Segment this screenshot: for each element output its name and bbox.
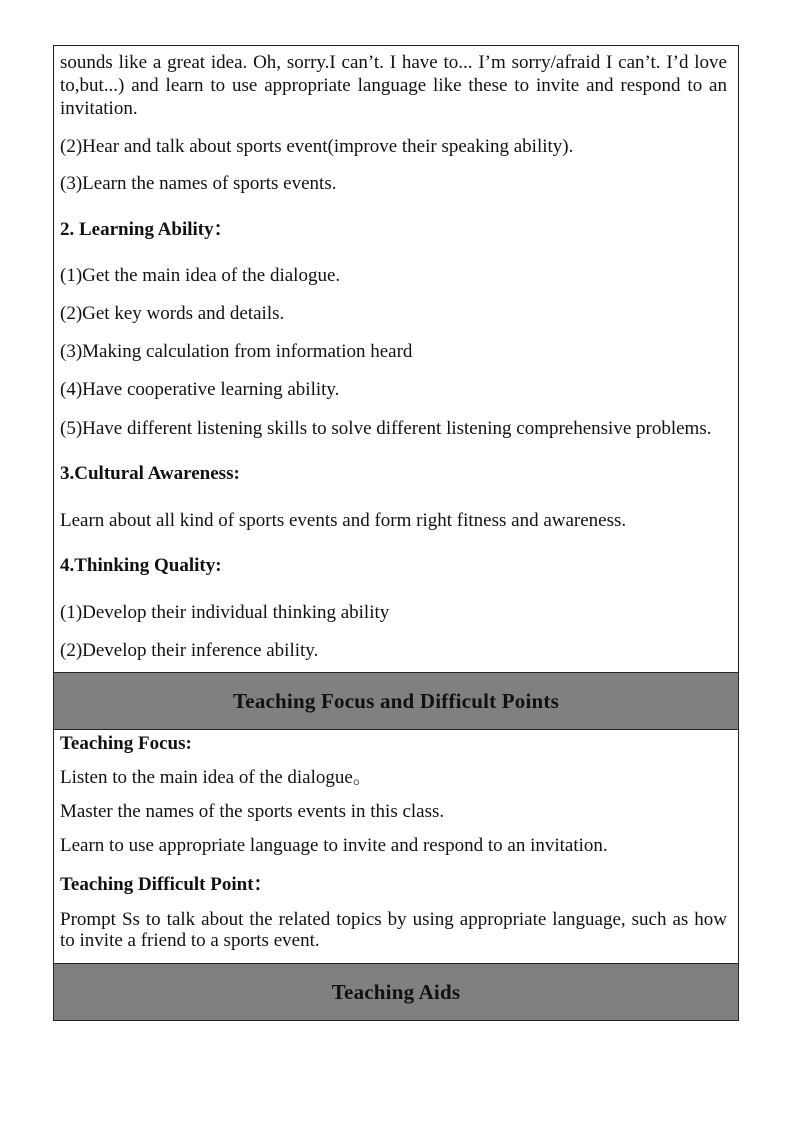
lang-item-3: (3)Learn the names of sports events. <box>60 173 337 194</box>
aids-section-header: Teaching Aids <box>54 963 738 1020</box>
focus-item-2: Master the names of the sports events in this class. <box>60 801 445 822</box>
focus-section-header: Teaching Focus and Difficult Points <box>54 672 738 730</box>
learning-item-3: (3)Making calculation from information heard <box>60 341 413 362</box>
difficult-text: Prompt Ss to talk about the related topics by using appropriate language, such as how to invite a friend to a sports event. <box>60 909 727 951</box>
learning-item-4: (4)Have cooperative learning ability. <box>60 379 340 400</box>
cultural-awareness-text: Learn about all kind of sports events and form right fitness and awareness. <box>60 510 627 531</box>
lang-item-2: (2)Hear and talk about sports event(improve their speaking ability). <box>60 136 574 157</box>
learning-ability-heading: 2. Learning Ability： <box>60 219 233 240</box>
focus-item-3: Learn to use appropriate language to invite and respond to an invitation. <box>60 835 608 856</box>
lesson-plan-table <box>53 45 739 1021</box>
learning-item-2: (2)Get key words and details. <box>60 303 285 324</box>
learning-item-1: (1)Get the main idea of the dialogue. <box>60 265 341 286</box>
cultural-awareness-heading: 3.Cultural Awareness: <box>60 463 240 484</box>
thinking-item-1: (1)Develop their individual thinking ability <box>60 602 390 623</box>
objectives-cell <box>54 46 738 672</box>
focus-item-1: Listen to the main idea of the dialogue。 <box>60 767 372 788</box>
teaching-focus-heading: Teaching Focus: <box>60 733 192 754</box>
objectives-continued-text: sounds like a great idea. Oh, sorry.I can’t. I have to... I’m sorry/afraid I can’t. I’d love to,but...) and learn to use appropriate language like these to invite and respond to an invitation. <box>60 52 727 119</box>
learning-item-5: (5)Have different listening skills to solve different listening comprehensive problems. <box>60 418 712 439</box>
teaching-difficult-heading: Teaching Difficult Point： <box>60 874 273 895</box>
thinking-item-2: (2)Develop their inference ability. <box>60 640 319 661</box>
thinking-quality-heading: 4.Thinking Quality: <box>60 555 222 576</box>
focus-cell <box>54 730 738 963</box>
